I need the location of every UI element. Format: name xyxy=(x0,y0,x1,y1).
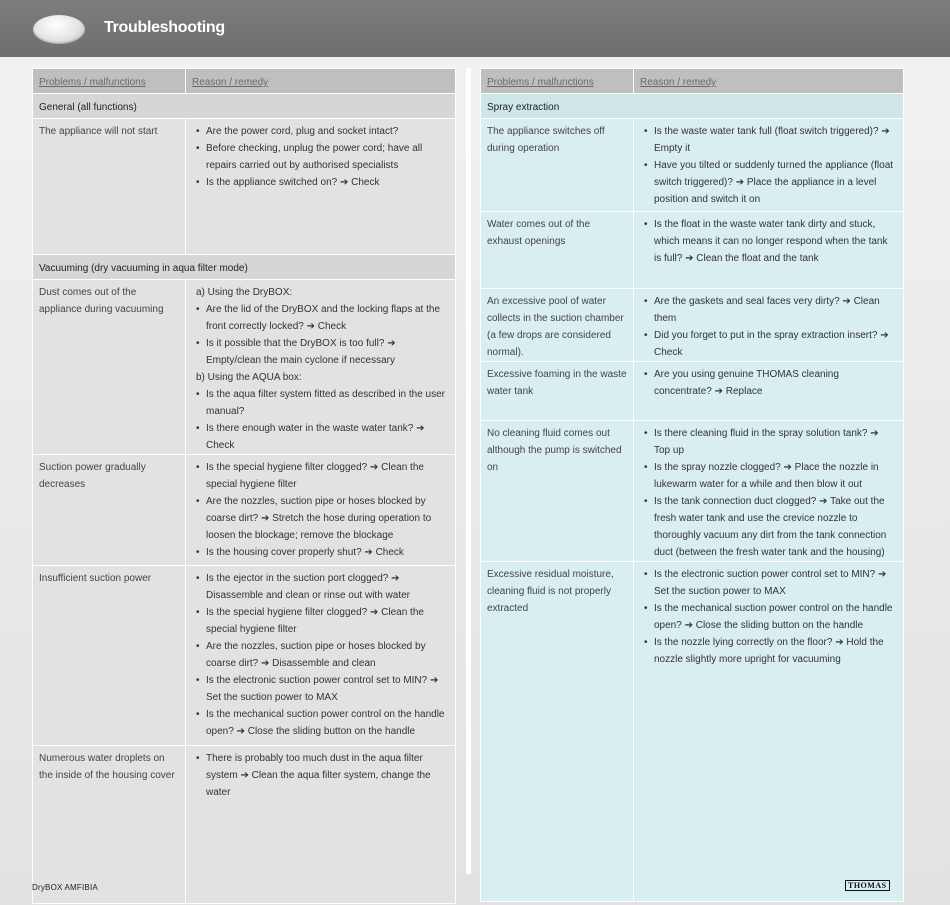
section-title-general: General (all functions) xyxy=(33,94,456,119)
column-header-remedy: Reason / remedy xyxy=(634,69,904,94)
remedy-cell xyxy=(634,212,904,289)
table-row xyxy=(481,289,904,362)
remedy-item: • Is there cleaning fluid in the spray solution tank? ➔ Top up xyxy=(644,425,895,459)
remedy-item: • Is the appliance switched on? ➔ Check xyxy=(196,174,447,191)
table-header-row xyxy=(481,69,904,94)
problem-cell: Insufficient suction power xyxy=(33,566,186,746)
column-header-remedy: Reason / remedy xyxy=(186,69,456,94)
remedy-item: • Is the spray nozzle clogged? ➔ Place the nozzle in lukewarm water for a while and then blow it out xyxy=(644,459,895,493)
table-row xyxy=(33,119,456,255)
remedy-cell xyxy=(634,362,904,421)
section-title-spray-extraction: Spray extraction xyxy=(481,94,904,119)
remedy-item: • Is the tank connection duct clogged? ➔ Take out the fresh water tank and use the crevice nozzle to thoroughly vacuum any dirt from the tank connection duct (between the fresh water tank and the housing) xyxy=(644,493,895,561)
remedy-item: • Is the electronic suction power control set to MIN? ➔ Set the suction power to MAX xyxy=(644,566,895,600)
remedy-item: • Are the lid of the DryBOX and the locking flaps at the front correctly locked? ➔ Check xyxy=(196,301,447,335)
problem-cell: Excessive foaming in the waste water tank xyxy=(481,362,634,421)
table-row xyxy=(33,280,456,455)
remedy-item: • Is the special hygiene filter clogged? ➔ Clean the special hygiene filter xyxy=(196,604,447,638)
remedy-item: • Is the waste water tank full (float switch triggered)? ➔ Empty it xyxy=(644,123,895,157)
remedy-item: • Is the aqua filter system fitted as described in the user manual? xyxy=(196,386,447,420)
section-row xyxy=(33,255,456,280)
remedy-item: • Is the special hygiene filter clogged? ➔ Clean the special hygiene filter xyxy=(196,459,447,493)
page-title: Troubleshooting xyxy=(104,19,225,36)
remedy-item: • Before checking, unplug the power cord; have all repairs carried out by authorised specialists xyxy=(196,140,447,174)
remedy-item: • Are you using genuine THOMAS cleaning concentrate? ➔ Replace xyxy=(644,366,895,400)
footer-product-name: DryBOX AMFIBIA xyxy=(32,883,98,892)
column-header-problems: Problems / malfunctions xyxy=(33,69,186,94)
column-header-problems: Problems / malfunctions xyxy=(481,69,634,94)
remedy-item: • Are the nozzles, suction pipe or hoses blocked by coarse dirt? ➔ Disassemble and clean xyxy=(196,638,447,672)
remedy-item: • Are the gaskets and seal faces very dirty? ➔ Clean them xyxy=(644,293,895,327)
remedy-cell xyxy=(186,566,456,746)
remedy-cell xyxy=(634,119,904,212)
remedy-cell xyxy=(186,280,456,455)
problem-cell: An excessive pool of water collects in the suction chamber (a few drops are considered normal). xyxy=(481,289,634,362)
remedy-cell xyxy=(634,421,904,562)
problem-cell: No cleaning fluid comes out although the pump is switched on xyxy=(481,421,634,562)
remedy-item: • Is the housing cover properly shut? ➔ Check xyxy=(196,544,447,561)
remedy-item: • Is it possible that the DryBOX is too full? ➔ Empty/clean the main cyclone if necessary xyxy=(196,335,447,369)
remedy-item: • Is the float in the waste water tank dirty and stuck, which means it can no longer respond when the tank is full? ➔ Clean the float and the tank xyxy=(644,216,895,267)
remedy-item: • There is probably too much dust in the aqua filter system ➔ Clean the aqua filter system, change the water xyxy=(196,750,447,801)
remedy-cell xyxy=(634,562,904,902)
section-row xyxy=(33,94,456,119)
table-row xyxy=(481,421,904,562)
remedy-item: • Is the ejector in the suction port clogged? ➔ Disassemble and clean or rinse out with water xyxy=(196,570,447,604)
remedy-cell xyxy=(186,746,456,904)
table-row xyxy=(33,455,456,566)
remedy-item: • Are the nozzles, suction pipe or hoses blocked by coarse dirt? ➔ Stretch the hose during operation to loosen the blockage; remove the blockage xyxy=(196,493,447,544)
table-row xyxy=(481,562,904,902)
section-title-vacuuming: Vacuuming (dry vacuuming in aqua filter mode) xyxy=(33,255,456,280)
remedy-item: • Is the mechanical suction power control on the handle open? ➔ Close the sliding button on the handle xyxy=(644,600,895,634)
table-row xyxy=(481,119,904,212)
remedy-item: • Is there enough water in the waste water tank? ➔ Check xyxy=(196,420,447,454)
table-row xyxy=(33,746,456,904)
header-pill-icon xyxy=(33,15,85,44)
brand-logo: THOMAS xyxy=(845,880,890,891)
remedy-item: • Did you forget to put in the spray extraction insert? ➔ Check xyxy=(644,327,895,361)
section-row xyxy=(481,94,904,119)
remedy-cell xyxy=(186,119,456,255)
problem-cell: Water comes out of the exhaust openings xyxy=(481,212,634,289)
remedy-cell xyxy=(634,289,904,362)
left-troubleshooting-table xyxy=(32,68,456,904)
page-header xyxy=(0,0,950,57)
problem-cell: The appliance will not start xyxy=(33,119,186,255)
remedy-item: a) Using the DryBOX: xyxy=(196,287,293,298)
remedy-cell xyxy=(186,455,456,566)
problem-cell: Suction power gradually decreases xyxy=(33,455,186,566)
table-row xyxy=(481,362,904,421)
column-divider xyxy=(466,68,471,874)
remedy-item: • Is the nozzle lying correctly on the floor? ➔ Hold the nozzle slightly more upright for vacuuming xyxy=(644,634,895,668)
table-row xyxy=(33,566,456,746)
problem-cell: Excessive residual moisture, cleaning fluid is not properly extracted xyxy=(481,562,634,902)
problem-cell: Dust comes out of the appliance during vacuuming xyxy=(33,280,186,455)
remedy-item: • Is the electronic suction power control set to MIN? ➔ Set the suction power to MAX xyxy=(196,672,447,706)
remedy-item: • Are the power cord, plug and socket intact? xyxy=(196,123,447,140)
remedy-item: • Is the mechanical suction power control on the handle open? ➔ Close the sliding button on the handle xyxy=(196,706,447,740)
right-troubleshooting-table xyxy=(480,68,904,902)
problem-cell: Numerous water droplets on the inside of the housing cover xyxy=(33,746,186,904)
problem-cell: The appliance switches off during operation xyxy=(481,119,634,212)
remedy-item: • Have you tilted or suddenly turned the appliance (float switch triggered)? ➔ Place the appliance in a level position and switch it on xyxy=(644,157,895,208)
table-row xyxy=(481,212,904,289)
remedy-item: b) Using the AQUA box: xyxy=(196,372,302,383)
table-header-row xyxy=(33,69,456,94)
